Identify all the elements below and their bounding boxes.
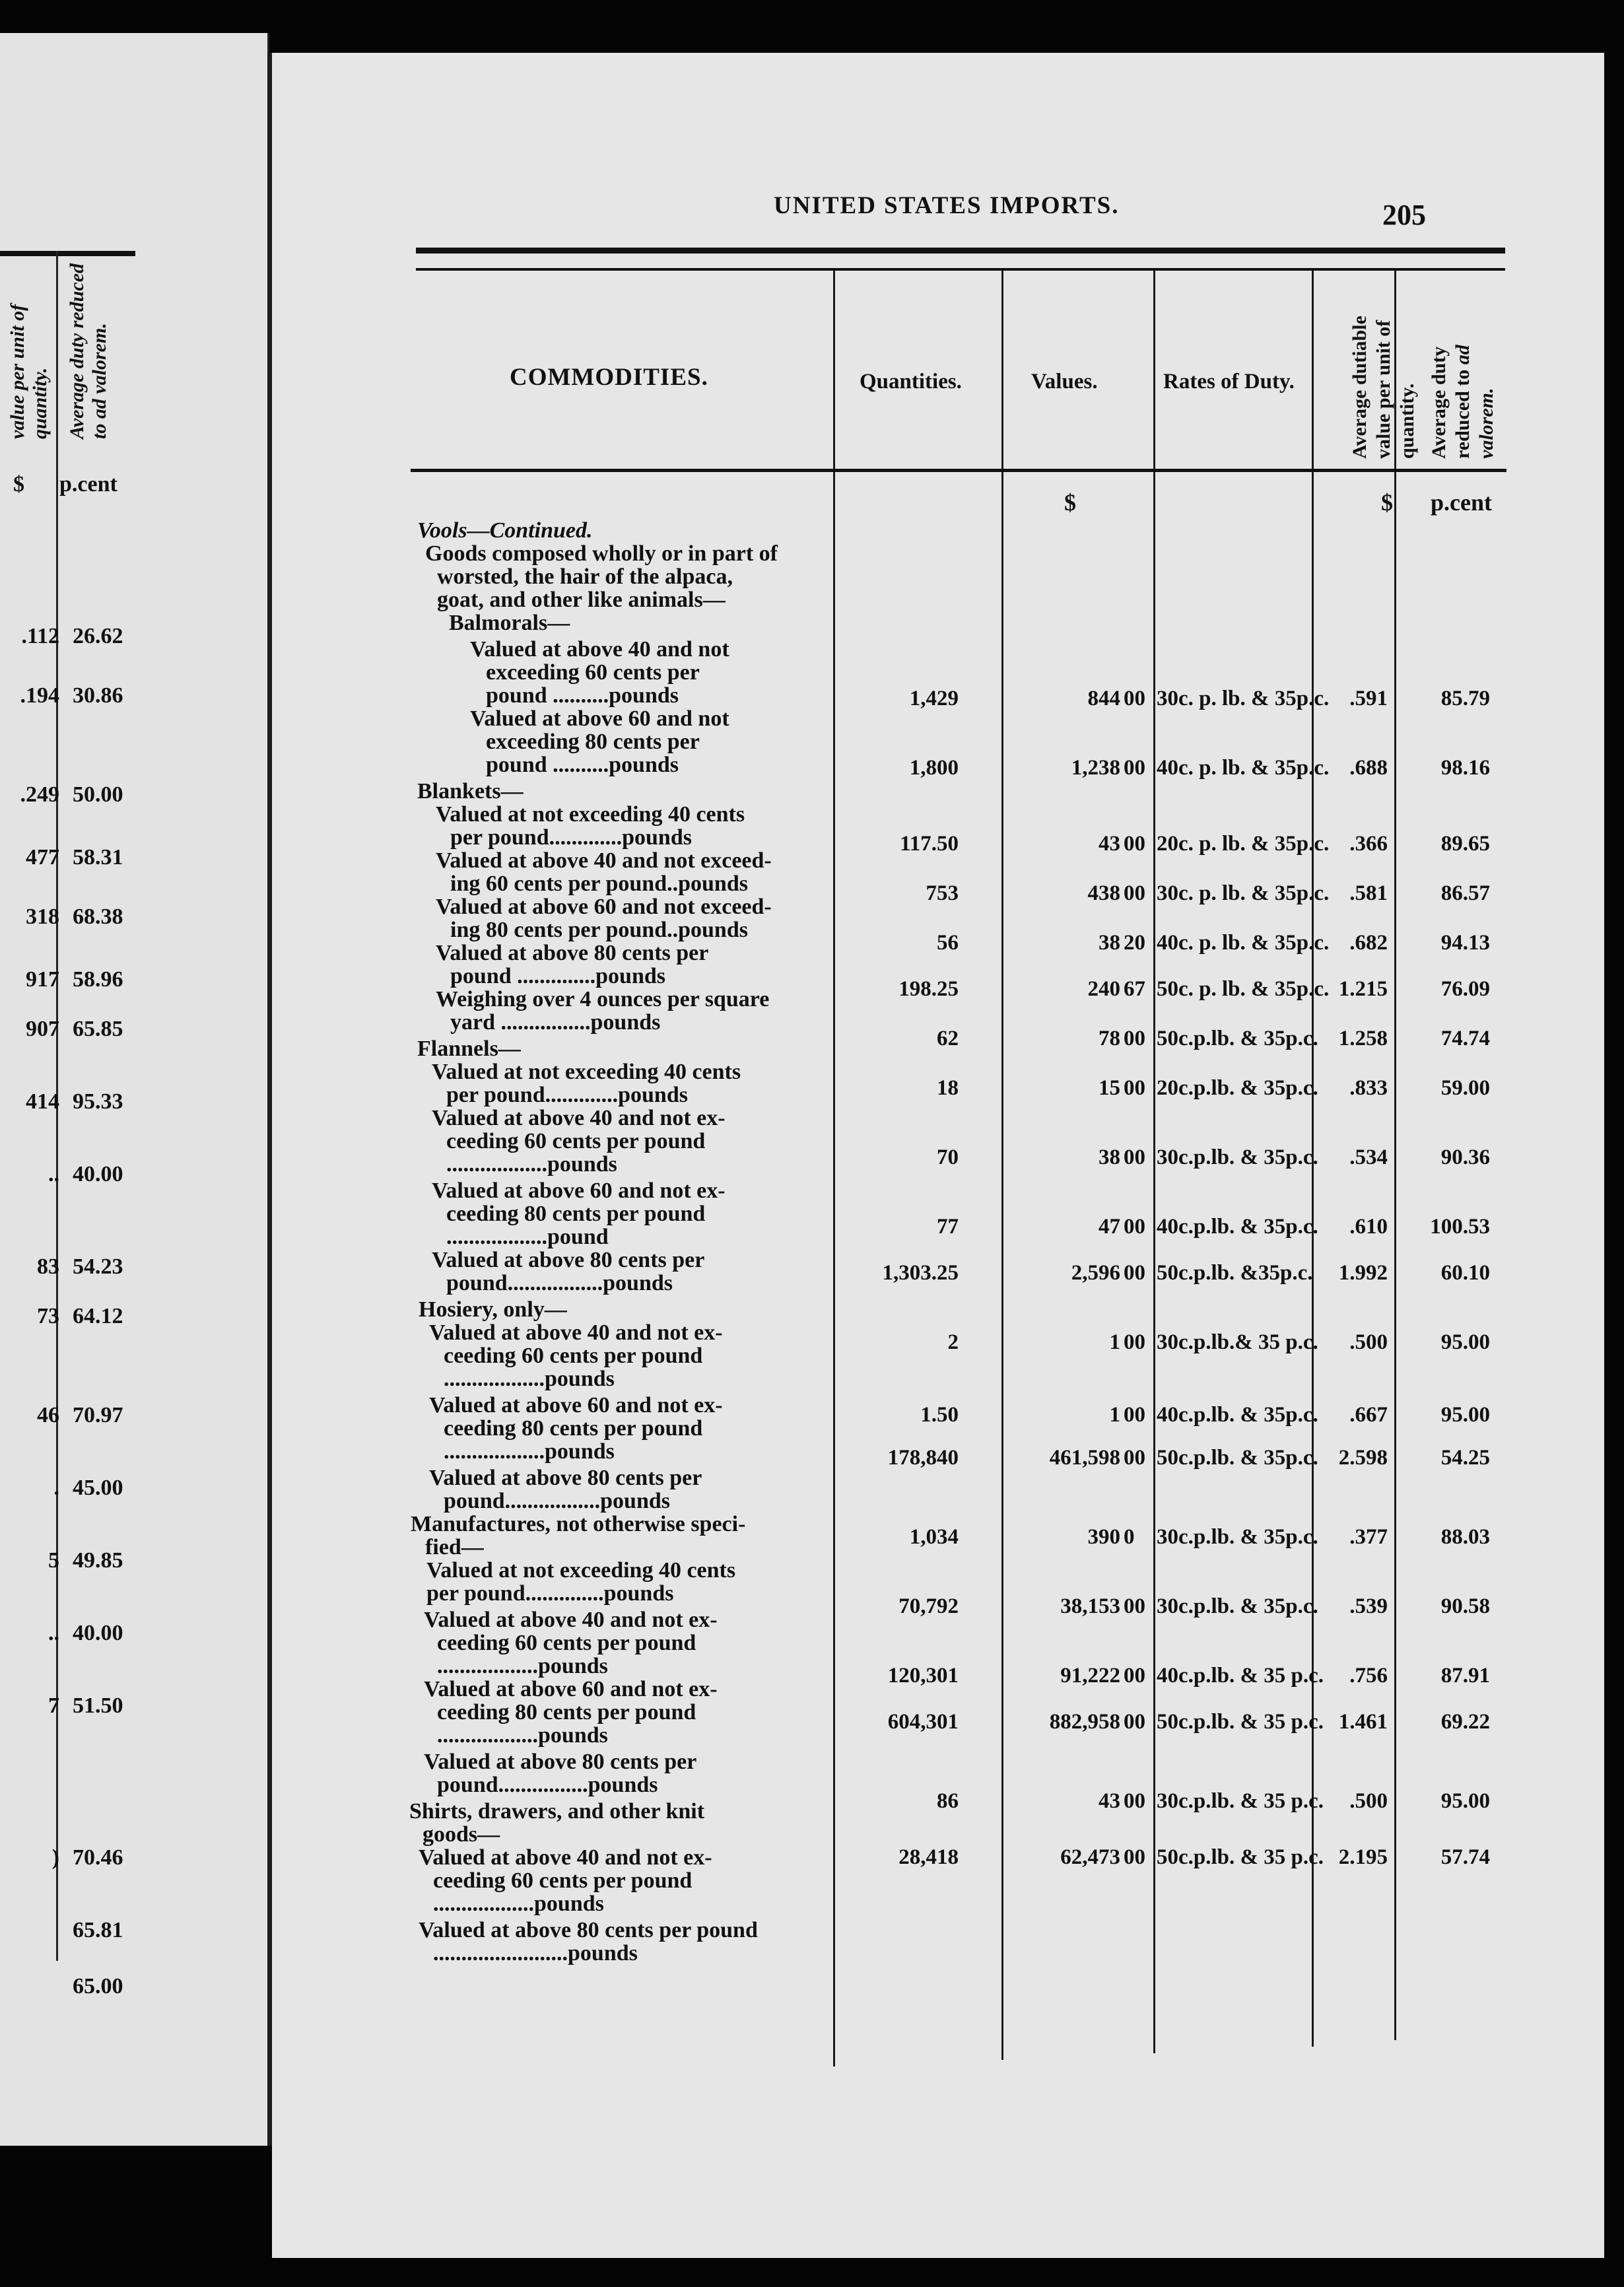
cell-value-cents: 67: [1124, 977, 1145, 1001]
cell-average-value: 2.598: [1338, 1446, 1388, 1470]
cell-value: 15: [1099, 1076, 1120, 1100]
commodity-line: ..................pounds: [444, 1439, 615, 1464]
left-fragment-value: .249: [20, 782, 59, 807]
header-ad-valorem: ad valorem.: [1452, 345, 1497, 459]
cell-average-value: .500: [1349, 1789, 1388, 1813]
header-average-duty: [1427, 277, 1506, 459]
left-fragment-duty: 45.00: [73, 1476, 123, 1500]
cell-value-cents: 00: [1124, 756, 1145, 780]
cell-value-cents: 00: [1124, 1789, 1145, 1813]
cell-average-value: .500: [1349, 1330, 1388, 1354]
cell-value-cents: 00: [1124, 1145, 1145, 1169]
cell-quantity: 77: [937, 1215, 959, 1239]
commodity-line: Weighing over 4 ounces per square: [436, 987, 770, 1011]
commodity-line: Balmorals—: [449, 611, 570, 635]
commodity-line: pound ..........pounds: [486, 753, 679, 777]
cell-average-value: .539: [1349, 1594, 1388, 1618]
left-fragment-header-duty: Average duty reduced to ad valorem.: [66, 263, 110, 439]
cell-value-cents: 00: [1124, 832, 1145, 856]
cell-rate: 30c.p.lb. & 35 p.c.: [1157, 1789, 1324, 1813]
commodity-line: Valued at not exceeding 40 cents: [436, 802, 745, 827]
column-rule-commodities: [833, 271, 835, 2066]
cell-quantity: 2: [947, 1330, 959, 1354]
left-fragment-value: ..: [48, 1162, 59, 1186]
left-fragment-value: 907: [26, 1017, 59, 1041]
main-page: [272, 53, 1604, 2258]
cell-rate: 50c.p.lb. & 35p.c.: [1157, 1446, 1318, 1470]
commodity-line: ceeding 60 cents per pound: [437, 1631, 696, 1655]
commodity-line: Valued at above 80 cents per: [432, 1248, 705, 1272]
cell-rate: 50c.p.lb. & 35 p.c.: [1157, 1710, 1324, 1734]
commodity-line: Flannels—: [417, 1037, 521, 1061]
commodity-line: ing 80 cents per pound..pounds: [450, 918, 748, 942]
commodity-line: exceeding 80 cents per: [486, 730, 700, 754]
commodity-line: Valued at above 80 cents per pound: [419, 1918, 758, 1942]
commodity-line: ..................pound: [446, 1225, 609, 1249]
commodity-line: pound.................pounds: [444, 1489, 671, 1513]
cell-average-duty: 60.10: [1440, 1261, 1490, 1285]
cell-quantity: 18: [937, 1076, 959, 1100]
cell-quantity: 198.25: [898, 977, 959, 1001]
cell-rate: 30c. p. lb. & 35p.c.: [1157, 881, 1330, 905]
left-fragment-value: .: [53, 1476, 59, 1500]
cell-value-cents: 00: [1124, 1845, 1145, 1869]
left-fragment-value: 917: [26, 967, 59, 992]
left-fragment-duty: 65.00: [73, 1974, 123, 1998]
commodity-line: Valued at not exceeding 40 cents: [432, 1060, 741, 1084]
cell-rate: 30c.p.lb. & 35p.c.: [1157, 1594, 1318, 1618]
cell-value-cents: 00: [1124, 881, 1145, 905]
commodity-line: per pound.............pounds: [446, 1083, 688, 1107]
left-fragment-duty: 26.62: [73, 624, 123, 648]
commodity-line: ceeding 80 cents per pound: [437, 1700, 696, 1724]
cell-rate: 20c. p. lb. & 35p.c.: [1157, 832, 1330, 856]
unit-values: $: [1064, 489, 1076, 516]
cell-rate: 30c. p. lb. & 35p.c.: [1157, 687, 1330, 710]
cell-value: 91,222: [1060, 1664, 1120, 1688]
commodity-line: worsted, the hair of the alpaca,: [437, 564, 733, 589]
cell-average-value: 1.461: [1338, 1710, 1388, 1734]
left-fragment-duty: 54.23: [73, 1254, 123, 1279]
left-fragment-value: 477: [26, 845, 59, 870]
cell-average-duty: 90.36: [1440, 1145, 1490, 1169]
header-average-duty-text: Average duty reduced to: [1428, 346, 1473, 459]
cell-average-duty: 57.74: [1440, 1845, 1490, 1869]
cell-average-value: 1.992: [1338, 1261, 1388, 1285]
commodity-line: per pound.............pounds: [450, 825, 692, 850]
cell-average-value: .610: [1349, 1215, 1388, 1239]
cell-quantity: 178,840: [887, 1446, 959, 1470]
left-fragment-duty: 70.46: [73, 1845, 123, 1870]
commodity-line: ceeding 80 cents per pound: [444, 1416, 703, 1441]
scan-edge: [0, 2258, 1624, 2287]
commodity-line: Valued at above 40 and not: [470, 637, 729, 662]
cell-average-duty: 59.00: [1440, 1076, 1490, 1100]
cell-rate: 50c.p.lb. & 35 p.c.: [1157, 1845, 1324, 1869]
cell-rate: 40c.p.lb. & 35 p.c.: [1157, 1664, 1324, 1688]
commodity-line: Valued at above 80 cents per: [429, 1466, 702, 1490]
cell-average-duty: 86.57: [1440, 881, 1490, 905]
cell-rate: 50c. p. lb. & 35p.c.: [1157, 977, 1330, 1001]
commodity-line: Valued at above 40 and not exceed-: [436, 848, 772, 873]
cell-quantity: 70: [937, 1145, 959, 1169]
cell-quantity: 86: [937, 1789, 959, 1813]
cell-rate: 30c.p.lb. & 35p.c.: [1157, 1145, 1318, 1169]
commodity-line: ing 60 cents per pound..pounds: [450, 871, 748, 896]
cell-rate: 30c.p.lb.& 35 p.c.: [1157, 1330, 1318, 1354]
cell-average-duty: 95.00: [1440, 1403, 1490, 1427]
left-fragment-value: 5: [48, 1548, 59, 1573]
commodity-line: Valued at above 80 cents per: [424, 1750, 697, 1774]
cell-rate: 40c. p. lb. & 35p.c.: [1157, 756, 1330, 780]
cell-average-duty: 76.09: [1440, 977, 1490, 1001]
left-fragment-duty: 50.00: [73, 782, 123, 807]
cell-rate: 40c. p. lb. & 35p.c.: [1157, 931, 1330, 955]
left-fragment-duty: 30.86: [73, 683, 123, 708]
cell-average-value: .688: [1349, 756, 1388, 780]
cell-rate: 20c.p.lb. & 35p.c.: [1157, 1076, 1318, 1100]
left-fragment-value: 414: [26, 1089, 59, 1114]
cell-quantity: 1.50: [920, 1403, 959, 1427]
cell-value: 882,958: [1049, 1710, 1120, 1734]
left-fragment-value: .194: [20, 683, 59, 708]
cell-value: 47: [1099, 1215, 1120, 1239]
cell-value: 1: [1109, 1330, 1120, 1354]
left-fragment-unit-percent: p.cent: [59, 472, 118, 496]
cell-value: 38: [1099, 931, 1120, 955]
header-commodities: COMMODITIES.: [510, 364, 708, 391]
cell-average-duty: 85.79: [1440, 687, 1490, 710]
cell-value-cents: 00: [1124, 1261, 1145, 1285]
cell-quantity: 62: [937, 1027, 959, 1050]
cell-average-value: .667: [1349, 1403, 1388, 1427]
commodity-line: Valued at not exceeding 40 cents: [426, 1558, 736, 1583]
left-fragment-duty: 70.97: [73, 1403, 123, 1427]
cell-value-cents: 00: [1124, 1664, 1145, 1688]
cell-rate: 50c.p.lb. &35p.c.: [1157, 1261, 1313, 1285]
cell-quantity: 120,301: [887, 1664, 959, 1688]
cell-quantity: 117.50: [900, 832, 959, 856]
commodity-line: per pound..............pounds: [426, 1581, 674, 1606]
cell-average-duty: 95.00: [1440, 1330, 1490, 1354]
commodity-line: goods—: [423, 1822, 500, 1847]
cell-average-value: 1.215: [1338, 977, 1388, 1001]
cell-average-duty: 88.03: [1440, 1525, 1490, 1549]
cell-quantity: 56: [937, 931, 959, 955]
page-number: 205: [1382, 199, 1426, 231]
cell-average-duty: 98.16: [1440, 756, 1490, 780]
cell-average-value: 2.195: [1338, 1845, 1388, 1869]
commodity-line: ..................pounds: [437, 1723, 608, 1748]
cell-rate: 50c.p.lb. & 35p.c.: [1157, 1027, 1318, 1050]
cell-value: 43: [1099, 1789, 1120, 1813]
cell-average-duty: 69.22: [1440, 1710, 1490, 1734]
cell-average-duty: 90.58: [1440, 1594, 1490, 1618]
cell-average-value: .591: [1349, 687, 1388, 710]
cell-value-cents: 00: [1124, 1330, 1145, 1354]
left-fragment-value: ..: [48, 1621, 59, 1645]
unit-average-duty: p.cent: [1431, 489, 1492, 516]
commodity-line: pound ..........pounds: [486, 683, 679, 708]
cell-quantity: 70,792: [898, 1594, 959, 1618]
cell-rate: 40c.p.lb. & 35p.c.: [1157, 1215, 1318, 1239]
cell-quantity: 1,034: [909, 1525, 959, 1549]
header-average-value: Average dutiable value per unit of quantity.: [1349, 316, 1418, 459]
left-fragment-value: .112: [21, 624, 59, 648]
left-fragment-duty: 40.00: [73, 1162, 123, 1186]
cell-quantity: 1,303.25: [882, 1261, 959, 1285]
left-fragment-header-value: value per unit of quantity.: [7, 304, 51, 439]
commodity-line: ceeding 80 cents per pound: [446, 1202, 706, 1226]
left-fragment-duty: 49.85: [73, 1548, 123, 1573]
commodity-line: goat, and other like animals—: [437, 588, 726, 612]
left-fragment-value: 73: [37, 1304, 59, 1328]
cell-quantity: 1,800: [909, 756, 959, 780]
header-rates: Rates of Duty.: [1163, 370, 1295, 393]
left-fragment-duty: 58.31: [73, 845, 123, 870]
cell-average-duty: 87.91: [1440, 1664, 1490, 1688]
left-fragment-duty: 65.81: [73, 1918, 123, 1942]
commodity-line: Goods composed wholly or in part of: [425, 541, 778, 566]
cell-rate: 30c.p.lb. & 35p.c.: [1157, 1525, 1318, 1549]
left-fragment-top-rule: [0, 251, 135, 256]
cell-value: 390: [1087, 1525, 1120, 1549]
commodity-line: ........................pounds: [433, 1941, 638, 1965]
running-head: UNITED STATES IMPORTS.: [774, 192, 1120, 219]
cell-average-value: .756: [1349, 1664, 1388, 1688]
commodity-line: ..................pounds: [433, 1892, 604, 1916]
table-top-rule: [416, 248, 1505, 271]
left-fragment-duty: 65.85: [73, 1017, 123, 1041]
cell-value-cents: 00: [1124, 1403, 1145, 1427]
commodity-line: Vools—Continued.: [417, 518, 593, 543]
commodity-line: Valued at above 40 and not ex-: [432, 1106, 726, 1130]
left-fragment-duty: 51.50: [73, 1693, 123, 1718]
header-values: Values.: [1031, 370, 1098, 393]
commodity-line: exceeding 60 cents per: [486, 660, 700, 685]
cell-value-cents: 0: [1124, 1525, 1135, 1549]
cell-average-value: .833: [1349, 1076, 1388, 1100]
cell-average-value: .534: [1349, 1145, 1388, 1169]
cell-rate: 40c.p.lb. & 35p.c.: [1157, 1403, 1318, 1427]
left-page-fragment: [0, 33, 269, 2146]
cell-quantity: 604,301: [887, 1710, 959, 1734]
left-fragment-duty: 58.96: [73, 967, 123, 992]
cell-value-cents: 00: [1124, 1594, 1145, 1618]
cell-value-cents: 00: [1124, 1027, 1145, 1050]
commodity-line: yard ................pounds: [450, 1010, 661, 1035]
commodity-line: Valued at above 40 and not ex-: [419, 1845, 712, 1870]
commodity-line: ceeding 60 cents per pound: [444, 1344, 703, 1368]
commodity-line: Valued at above 80 cents per: [436, 941, 709, 965]
commodity-line: Shirts, drawers, and other knit: [409, 1799, 705, 1824]
commodity-line: ..................pounds: [444, 1367, 615, 1391]
left-fragment-value: 46: [37, 1403, 59, 1427]
commodity-line: Valued at above 60 and not exceed-: [436, 895, 772, 919]
commodity-line: Valued at above 40 and not ex-: [429, 1320, 723, 1345]
cell-average-value: .581: [1349, 881, 1388, 905]
cell-value: 461,598: [1049, 1446, 1120, 1470]
cell-average-duty: 100.53: [1430, 1215, 1490, 1239]
cell-average-duty: 94.13: [1440, 931, 1490, 955]
cell-average-value: .366: [1349, 832, 1388, 856]
cell-average-value: .377: [1349, 1525, 1388, 1549]
column-rule-avg-value: [1394, 271, 1396, 2040]
header-bottom-rule: [411, 469, 1506, 472]
cell-value-cents: 20: [1124, 931, 1145, 955]
commodity-line: Valued at above 40 and not ex-: [424, 1608, 718, 1632]
commodity-line: Manufactures, not otherwise speci-: [411, 1512, 746, 1536]
commodity-line: Valued at above 60 and not ex-: [429, 1393, 723, 1417]
cell-average-value: .682: [1349, 931, 1388, 955]
cell-value: 1,238: [1071, 756, 1120, 780]
column-rule-values: [1153, 271, 1155, 2053]
cell-average-duty: 54.25: [1440, 1446, 1490, 1470]
commodity-line: Valued at above 60 and not: [470, 706, 729, 731]
cell-quantity: 1,429: [909, 687, 959, 710]
left-fragment-value: 7: [48, 1693, 59, 1718]
cell-value: 844: [1087, 687, 1120, 710]
cell-value: 2,596: [1071, 1261, 1120, 1285]
cell-value: 1: [1109, 1403, 1120, 1427]
cell-average-duty: 74.74: [1440, 1027, 1490, 1050]
column-rule-quantities: [1001, 271, 1003, 2060]
cell-average-duty: 95.00: [1440, 1789, 1490, 1813]
commodity-line: ..................pounds: [437, 1654, 608, 1678]
left-fragment-duty: 64.12: [73, 1304, 123, 1328]
cell-average-duty: 89.65: [1440, 832, 1490, 856]
left-fragment-value: 318: [26, 905, 59, 929]
cell-value: 43: [1099, 832, 1120, 856]
cell-value-cents: 00: [1124, 687, 1145, 710]
left-fragment-duty: 40.00: [73, 1621, 123, 1645]
cell-value: 38: [1099, 1145, 1120, 1169]
cell-value-cents: 00: [1124, 1446, 1145, 1470]
cell-value-cents: 00: [1124, 1215, 1145, 1239]
cell-value: 38,153: [1060, 1594, 1120, 1618]
unit-average-value: $: [1381, 489, 1393, 516]
cell-value: 240: [1087, 977, 1120, 1001]
commodity-line: pound.................pounds: [446, 1271, 673, 1295]
cell-value: 438: [1087, 881, 1120, 905]
left-fragment-duty: 95.33: [73, 1089, 123, 1114]
commodity-line: fied—: [425, 1535, 484, 1559]
commodity-line: Valued at above 60 and not ex-: [432, 1178, 726, 1203]
cell-value-cents: 00: [1124, 1710, 1145, 1734]
commodity-line: Valued at above 60 and not ex-: [424, 1677, 718, 1701]
commodity-line: Hosiery, only—: [419, 1297, 567, 1322]
commodity-line: pound ..............pounds: [450, 964, 666, 988]
cell-average-value: 1.258: [1338, 1027, 1388, 1050]
left-fragment-duty: 68.38: [73, 905, 123, 929]
header-quantities: Quantities.: [860, 370, 962, 393]
commodity-line: ceeding 60 cents per pound: [433, 1868, 693, 1893]
cell-quantity: 28,418: [898, 1845, 959, 1869]
cell-value: 62,473: [1060, 1845, 1120, 1869]
commodity-line: ..................pounds: [446, 1152, 617, 1177]
cell-quantity: 753: [926, 881, 959, 905]
commodity-line: pound................pounds: [437, 1773, 658, 1797]
left-fragment-unit-dollar: $: [13, 472, 24, 496]
left-fragment-value: 83: [37, 1254, 59, 1279]
left-fragment-value: ): [51, 1845, 59, 1870]
cell-value: 78: [1099, 1027, 1120, 1050]
commodity-line: Blankets—: [417, 779, 524, 803]
commodity-line: ceeding 60 cents per pound: [446, 1129, 706, 1153]
cell-value-cents: 00: [1124, 1076, 1145, 1100]
